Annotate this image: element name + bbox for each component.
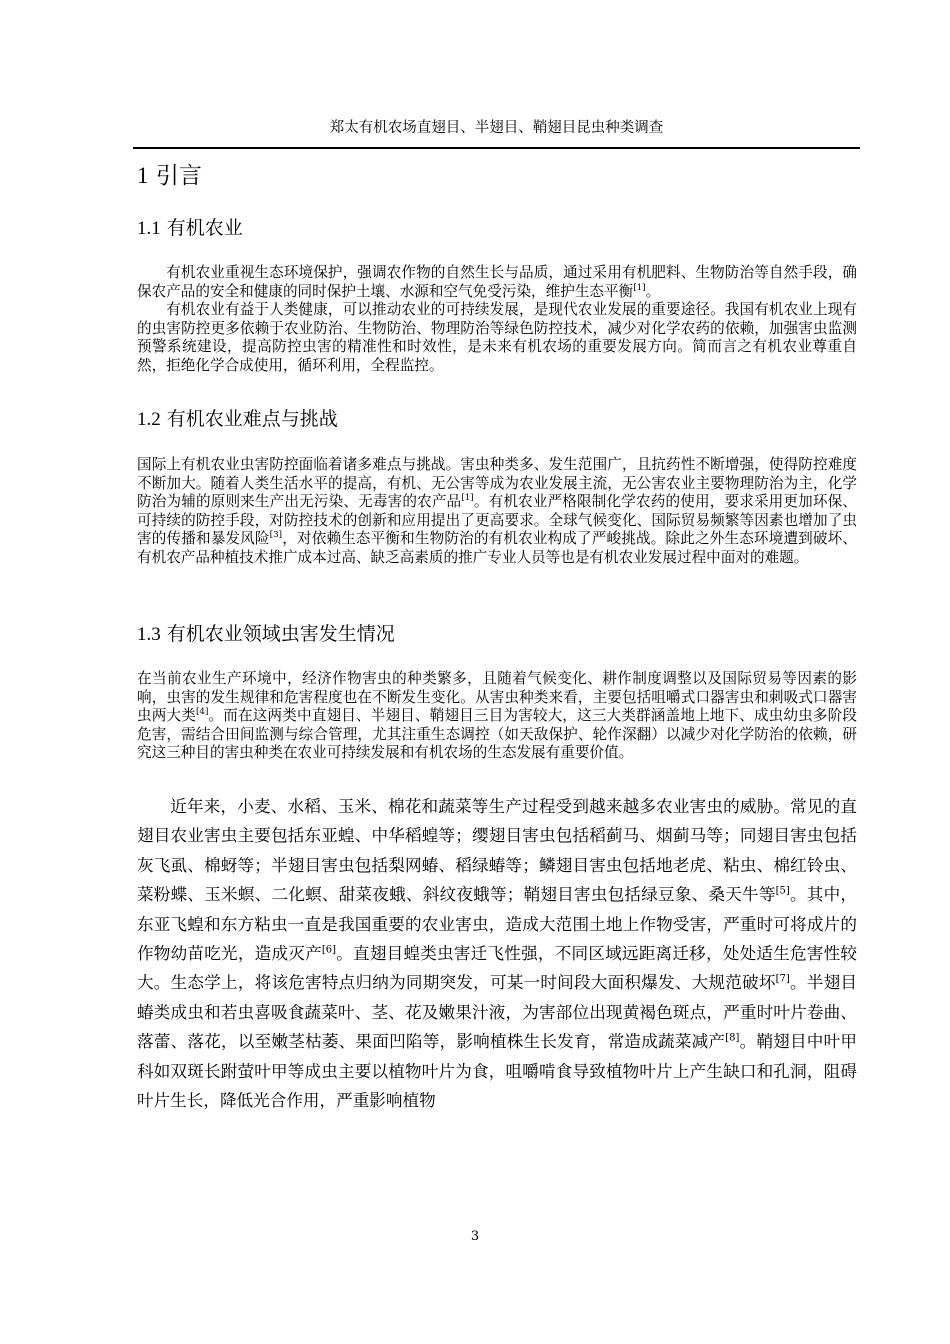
section-number: 1.2 bbox=[137, 409, 161, 430]
citation: [6] bbox=[321, 944, 336, 956]
section-heading-1-3 bbox=[137, 620, 395, 649]
citation: [8] bbox=[725, 1032, 740, 1044]
citation: [1] bbox=[633, 282, 646, 293]
section-title: 有机农业难点与挑战 bbox=[166, 408, 338, 430]
section-1-3-body bbox=[137, 670, 857, 763]
section-number: 1.1 bbox=[137, 218, 161, 239]
paragraph: 近年来，小麦、水稻、玉米、棉花和蔬菜等生产过程受到越来越多农业害虫的威胁。常见的直翅目农业害虫主要包括东亚蝗、中华稻蝗等；缨翅目害虫包括稻蓟马、烟蓟马等；同翅目害虫包括灰飞虱、棉蚜等；半翅目害虫包括梨网蝽、稻绿蝽等；鳞翅目害虫包括地老虎、粘虫、棉红铃虫、菜粉蝶、玉米螟、二化螟、甜菜夜蛾、斜纹夜蛾等；鞘翅目害虫包括绿豆象、桑天牛等[5]。其中，东亚飞蝗和东方粘虫一直是我国重要的农业害虫，造成大范围土地上作物受害，严重时可将成片的作物幼苗吃光，造成灭产[6]。直翅目蝗类虫害迁飞性强，不同区域远距离迁移，处处适生危害性较大。生态学上，将该危害特点归纳为同期突发，可某一时间段大面积爆发、大规范破坏[7]。半翅目蝽类成虫和若虫喜吸食蔬菜叶、茎、花及嫩果汁液，为害部位出现黄褐色斑点，严重时叶片卷曲、落蕾、落花，以至嫩茎枯萎、果面凹陷等，影响植株生长发育，常造成蔬菜减产[8]。鞘翅目中叶甲科如双斑长跗萤叶甲等成虫主要以植物叶片为食，咀嚼啃食导致植物叶片上产生缺口和孔洞，阻碍叶片生长，降低光合作用，严重影响植物 bbox=[137, 797, 858, 1111]
citation: [5] bbox=[775, 885, 790, 897]
chapter-title: 引言 bbox=[155, 163, 202, 189]
section-heading-1-1 bbox=[137, 214, 243, 243]
citation: [7] bbox=[775, 973, 790, 985]
paragraph: 国际上有机农业虫害防控面临着诸多难点与挑战。害虫种类多、发生范围广，且抗药性不断增强，使得防控难度不断加大。随着人类生活水平的提高，有机、无公害等成为农业发展主流，无公害农业主要物理防治为主，化学防治为辅的原则来生产出无污染、无毒害的农产品[1]。有机农业严格限制化学农药的使用，要求采用更加环保、可持续的防控手段，对防控技术的创新和应用提出了更高要求。全球气候变化、国际贸易频繁等因素也增加了虫害的传播和暴发风险[3]，对依赖生态平衡和生物防治的有机农业构成了严峻挑战。除此之外生态环境遭到破坏、有机农产品种植技术推广成本过高、缺乏高素质的推广专业人员等也是有机农业发展过程中面对的难题。 bbox=[137, 456, 857, 566]
citation: [1] bbox=[461, 493, 474, 504]
section-number: 1.3 bbox=[137, 624, 161, 645]
paragraph: 有机农业有益于人类健康，可以推动农业的可持续发展，是现代农业发展的重要途径。我国有机农业上现有的虫害防控更多依赖于农业防治、生物防治、物理防治等绿色防控技术，减少对化学农药的依赖，加强害虫监测预警系统建设，提高防控虫害的精准性和时效性，是未来有机农场的重要发展方向。简而言之有机农业尊重自然，拒绝化学合成使用，循环利用，全程监控。 bbox=[137, 301, 857, 374]
citation: [4] bbox=[195, 707, 209, 718]
chapter-number: 1 bbox=[137, 163, 149, 188]
section-1-3-body-large bbox=[137, 792, 857, 1115]
page-number: 3 bbox=[470, 1229, 480, 1244]
paragraph: 有机农业重视生态环境保护，强调农作物的自然生长与品质，通过采用有机肥料、生物防治等自然手段，确保农产品的安全和健康的同时保护土壤、水源和空气免受污染，维护生态平衡[1]。 bbox=[137, 264, 857, 300]
chapter-heading bbox=[137, 160, 202, 192]
section-title: 有机农业领域虫害发生情况 bbox=[166, 623, 395, 645]
section-heading-1-2 bbox=[137, 405, 338, 434]
paragraph: 在当前农业生产环境中，经济作物害虫的种类繁多，且随着气候变化、耕作制度调整以及国际贸易等因素的影响，虫害的发生规律和危害程度也在不断发生变化。从害虫种类来看，主要包括咀嚼式口器害虫和刺吸式口器害虫两大类[4]。而在这两类中直翅目、半翅目、鞘翅目三目为害较大，这三大类群涵盖地上地下、成虫幼虫多阶段危害，需结合田间监测与综合管理，尤其注重生态调控（如天敌保护、轮作深翻）以减少对化学防治的依赖，研究这三种目的害虫种类在农业可持续发展和有机农场的生态发展有重要价值。 bbox=[137, 670, 857, 762]
running-header: 郑太有机农场直翅目、半翅目、鞘翅目昆虫种类调查 bbox=[329, 120, 664, 136]
header-rule bbox=[133, 147, 860, 149]
section-title: 有机农业 bbox=[166, 217, 243, 239]
section-1-2-body bbox=[137, 456, 857, 568]
section-1-1-body bbox=[137, 264, 857, 376]
citation: [3] bbox=[269, 530, 283, 541]
